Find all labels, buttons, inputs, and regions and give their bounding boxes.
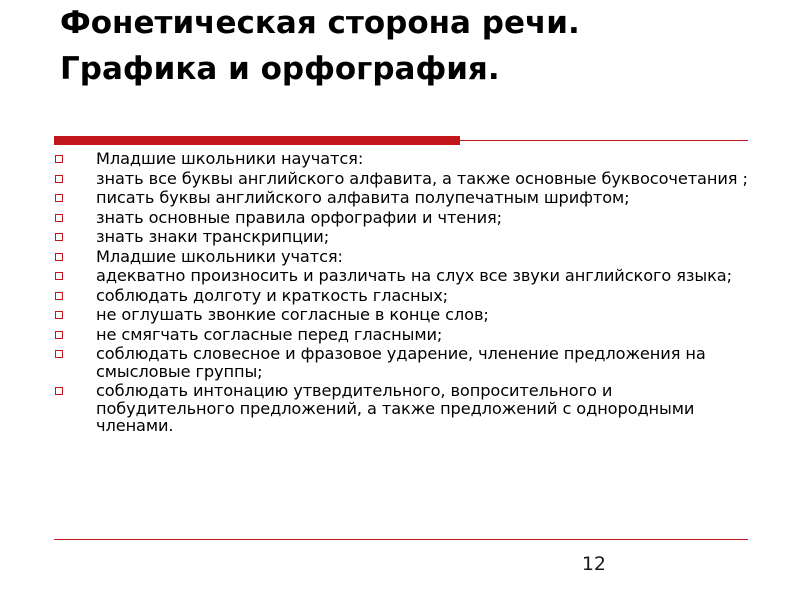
slide-title-line-2: Графика и орфография.: [60, 51, 500, 87]
bullet-list: [54, 150, 754, 437]
list-item: [54, 382, 754, 435]
list-item: [54, 228, 754, 246]
list-item-text: Младшие школьники учатся:: [96, 246, 343, 266]
hollow-square-bullet-icon: [55, 272, 63, 280]
hollow-square-bullet-icon: [55, 194, 63, 202]
hollow-square-bullet-icon: [55, 175, 63, 183]
hollow-square-bullet-icon: [55, 233, 63, 241]
hollow-square-bullet-icon: [55, 253, 63, 261]
list-item: [54, 189, 754, 207]
list-item-text: адекватно произносить и различать на слух все звуки английского языка;: [96, 266, 732, 285]
list-item: [54, 306, 754, 324]
list-item: [54, 345, 754, 380]
list-item: [54, 248, 754, 266]
slide-title-line-1: Фонетическая сторона речи.: [60, 5, 580, 41]
list-item-text: знать знаки транскрипции;: [96, 227, 330, 246]
page-number: 12: [581, 553, 606, 575]
list-item-text: Младшие школьники научатся:: [96, 149, 364, 168]
hollow-square-bullet-icon: [55, 311, 63, 319]
hollow-square-bullet-icon: [55, 350, 63, 358]
list-item-text: писать буквы английского алфавита полупечатным шрифтом;: [96, 188, 630, 207]
hollow-square-bullet-icon: [55, 155, 63, 163]
list-item: [54, 150, 754, 168]
list-item-text: знать все буквы английского алфавита, а также основные буквосочетания ;: [96, 168, 748, 188]
slide-title: [60, 0, 760, 92]
hollow-square-bullet-icon: [55, 214, 63, 222]
list-item-text: знать основные правила орфографии и чтения;: [96, 207, 503, 227]
footer-divider: [54, 539, 748, 540]
hollow-square-bullet-icon: [55, 331, 63, 339]
list-item-text: не смягчать согласные перед гласными;: [96, 324, 443, 344]
list-item-text: соблюдать долготу и краткость гласных;: [96, 285, 449, 305]
list-item-text: соблюдать словесное и фразовое ударение, членение предложения на смысловые группы;: [96, 344, 706, 381]
title-divider-thin-line: [460, 140, 748, 141]
list-item: [54, 267, 754, 285]
list-item: [54, 170, 754, 188]
title-divider: [54, 136, 748, 145]
list-item-text: соблюдать интонацию утвердительного, вопросительного и побудительного предложений, а также предложений с однородными членами.: [96, 381, 695, 435]
hollow-square-bullet-icon: [55, 387, 63, 395]
list-item: [54, 326, 754, 344]
hollow-square-bullet-icon: [55, 292, 63, 300]
title-divider-thick-bar: [54, 136, 460, 145]
list-item: [54, 287, 754, 305]
list-item: [54, 209, 754, 227]
list-item-text: не оглушать звонкие согласные в конце слов;: [96, 305, 489, 324]
